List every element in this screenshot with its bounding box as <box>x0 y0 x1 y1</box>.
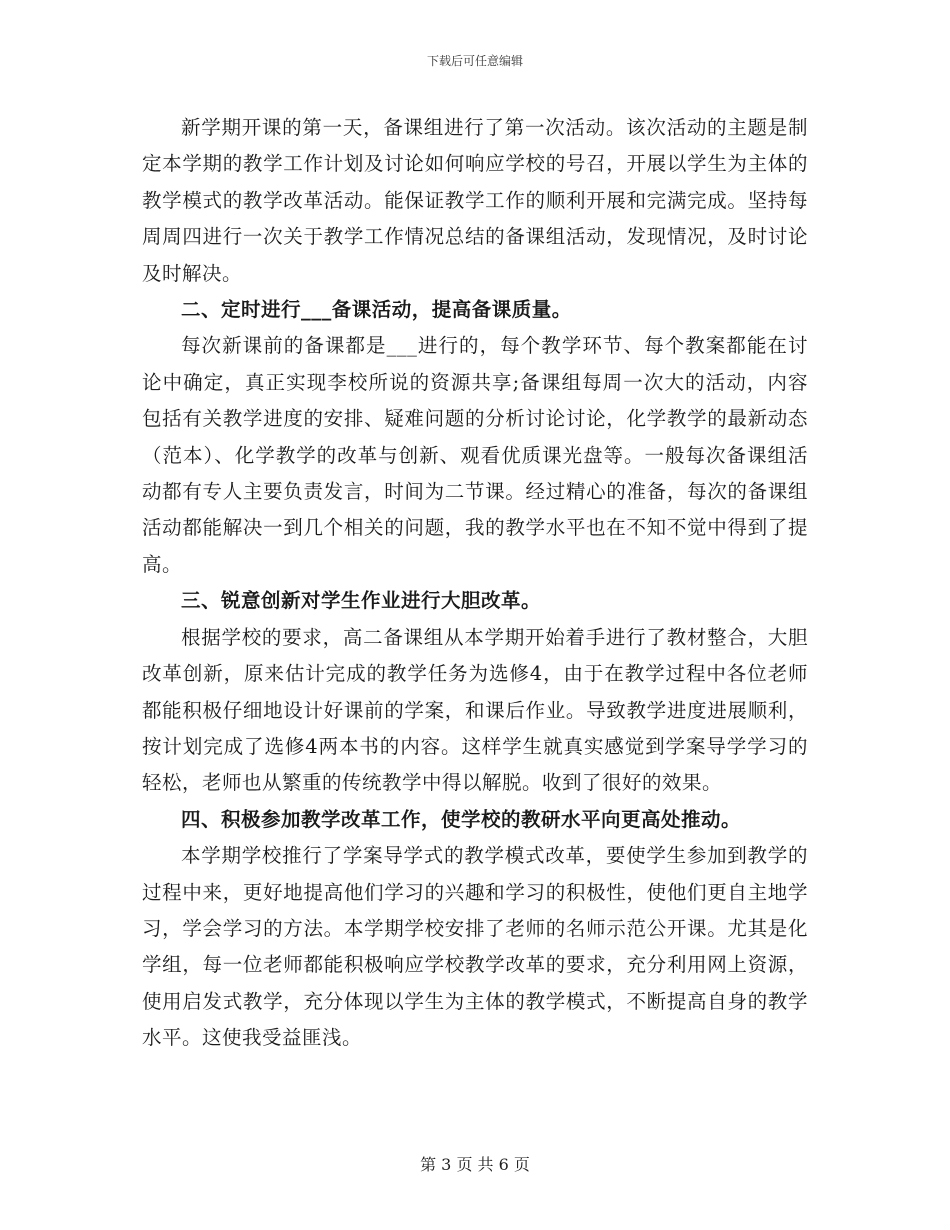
section-heading-3: 三、锐意创新对学生作业进行大胆改革。 <box>181 589 542 613</box>
section-heading-2: 二、定时进行___备课活动，提高备课质量。 <box>181 298 572 322</box>
document-body <box>142 110 808 1057</box>
page-header: 下载后可任意编辑 <box>426 54 523 68</box>
section-heading-4: 四、积极参加教学改革工作，使学校的教研水平向更高处推动。 <box>181 807 742 831</box>
page-footer: 第 3 页 共 6 页 <box>420 1155 530 1174</box>
paragraph-teaching-reform: 本学期学校推行了学案导学式的教学模式改革，要使学生参加到教学的过程中来，更好地提高他们学习的兴趣和学习的积极性，使他们更自主地学习，学会学习的方法。本学期学校安排了老师的名师示范公开课。尤其是化学组，每一位老师都能积极响应学校教学改革的要求，充分利用网上资源，使用启发式教学，充分体现以学生为主体的教学模式，不断提高自身的教学水平。这使我受益匪浅。 <box>142 844 808 1050</box>
paragraph-homework-reform: 根据学校的要求，高二备课组从本学期开始着手进行了教材整合，大胆改革创新，原来估计完成的教学任务为选修4，由于在教学过程中各位老师都能积极仔细地设计好课前的学案，和课后作业。导致教学进度进展顺利，按计划完成了选修4两本书的内容。这样学生就真实感觉到学案导学学习的轻松，老师也从繁重的传统教学中得以解脱。收到了很好的效果。 <box>142 625 808 795</box>
paragraph-lesson-prep: 每次新课前的备课都是___进行的，每个教学环节、每个教案都能在讨论中确定，真正实现李校所说的资源共享;备课组每周一次大的活动，内容包括有关教学进度的安排、疑难问题的分析讨论讨论，化学教学的最新动态（范本）、化学教学的改革与创新、观看优质课光盘等。一般每次备课组活动都有专人主要负责发言，时间为二节课。经过精心的准备，每次的备课组活动都能解决一到几个相关的问题，我的教学水平也在不知不觉中得到了提高。 <box>142 334 808 576</box>
paragraph-first-activity: 新学期开课的第一天，备课组进行了第一次活动。该次活动的主题是制定本学期的教学工作计划及讨论如何响应学校的号召，开展以学生为主体的教学模式的教学改革活动。能保证教学工作的顺利开展和完满完成。坚持每周周四进行一次关于教学工作情况总结的备课组活动，发现情况，及时讨论及时解决。 <box>142 116 808 285</box>
